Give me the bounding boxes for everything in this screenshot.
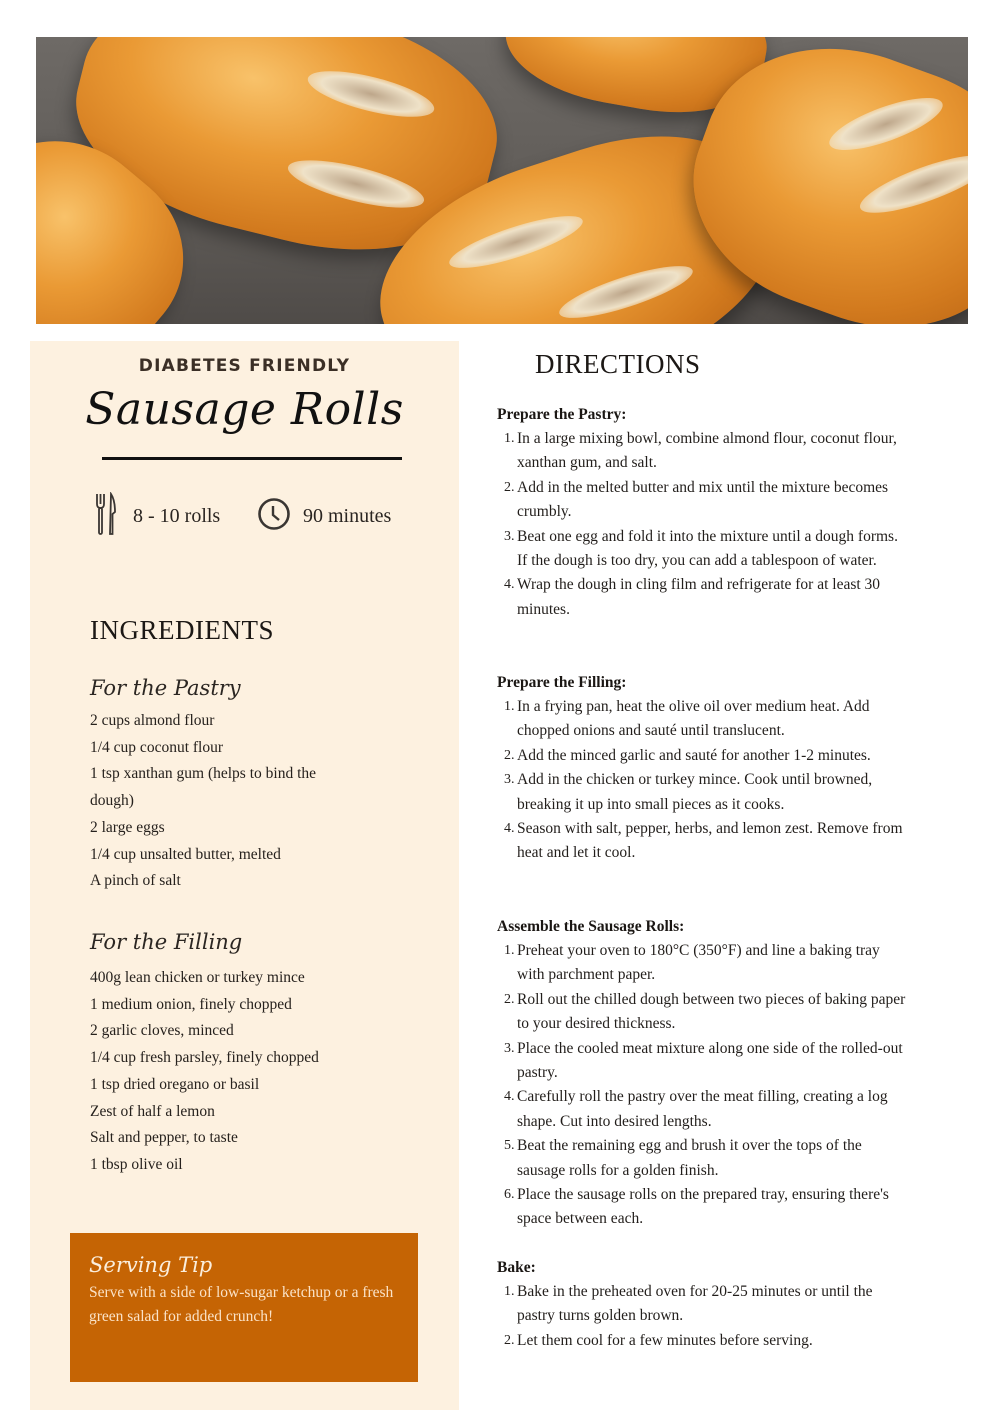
directions-section-filling [497,671,907,866]
ingredient-item: 1/4 cup coconut flour [90,738,224,756]
directions-steps [497,427,907,622]
direction-step: 4. Season with salt, pepper, herbs, and lemon zest. Remove from heat and let it cool. [504,820,903,862]
recipe-category-label: DIABETES FRIENDLY [138,356,351,376]
fork-knife-icon [95,492,117,540]
directions-section-title: Assemble the Sausage Rolls: [497,918,685,935]
direction-step: 2. Let them cool for a few minutes before serving. [504,1331,813,1349]
directions-section-bake [497,1256,907,1353]
serving-tip-box [70,1233,418,1382]
time-text: 90 minutes [303,504,392,527]
ingredients-heading: INGREDIENTS [90,615,274,645]
ingredient-item: 1 tbsp olive oil [90,1155,183,1173]
directions-steps [497,695,907,866]
ingredient-item: 1 medium onion, finely chopped [90,995,292,1013]
title-divider [102,457,402,460]
directions-steps [497,939,907,1232]
serving-tip-title: Serving Tip [89,1253,213,1277]
direction-step: 1. Preheat your oven to 180°C (350°F) and line a baking tray with parchment paper. [504,942,880,984]
direction-step: 3. Beat one egg and fold it into the mixture until a dough forms. If the dough is too dry, you can add a tablespoon of water. [504,527,898,570]
serving-tip-text: Serve with a side of low-sugar ketchup or a fresh green salad for added crunch! [89,1284,394,1325]
servings-text: 8 - 10 rolls [133,504,221,527]
directions-section-assemble [497,915,907,1232]
directions-section-title: Prepare the Filling: [497,674,627,691]
ingredient-item: 1/4 cup fresh parsley, finely chopped [90,1049,319,1067]
direction-step: 3. Add in the chicken or turkey mince. Cook until browned, breaking it up into small pieces as it cooks. [504,771,873,813]
direction-step: 6. Place the sausage rolls on the prepared tray, ensuring there's space between each. [504,1186,889,1228]
ingredient-item: Zest of half a lemon [90,1102,215,1120]
direction-step: 4. Wrap the dough in cling film and refrigerate for at least 30 minutes. [504,576,881,618]
directions-section-pastry [497,403,907,622]
directions-section-title: Bake: [497,1259,536,1276]
direction-step: 3. Place the cooled meat mixture along one side of the rolled-out pastry. [504,1039,903,1082]
ingredient-item: 1 tsp dried oregano or basil [90,1075,260,1093]
ingredient-item: 1/4 cup unsalted butter, melted [90,845,281,863]
servings-info [95,494,220,538]
ingredient-item: 400g lean chicken or turkey mince [90,969,305,986]
ingredient-item: Salt and pepper, to taste [90,1129,238,1147]
ingredient-item: A pinch of salt [90,872,181,890]
ingredients-subheading-pastry: For the Pastry [90,676,241,700]
ingredient-item: 2 large eggs [90,818,165,836]
clock-icon [257,497,291,535]
direction-step: 2. Add in the melted butter and mix until the mixture becomes crumbly. [504,478,889,521]
direction-step: 1. In a large mixing bowl, combine almond flour, coconut flour, xanthan gum, and salt. [504,430,897,472]
directions-section-title: Prepare the Pastry: [497,406,627,423]
recipe-title: Sausage Rolls [85,384,404,435]
ingredient-item: 1 tsp xanthan gum (helps to bind the dough) [90,765,317,810]
direction-step: 4. Carefully roll the pastry over the meat filling, creating a log shape. Cut into desired lengths. [504,1088,888,1130]
hero-image [36,37,968,324]
direction-step: 2. Add the minced garlic and sauté for another 1-2 minutes. [504,746,871,764]
ingredients-subheading-filling: For the Filling [90,930,243,954]
direction-step: 5. Beat the remaining egg and brush it over the tops of the sausage rolls for a golden finish. [504,1137,862,1179]
direction-step: 2. Roll out the chilled dough between two pieces of baking paper to your desired thickness. [504,990,906,1033]
ingredient-item: 2 cups almond flour [90,712,215,729]
directions-steps [497,1280,907,1353]
pastry-ingredients-list [90,708,340,895]
ingredient-item: 2 garlic cloves, minced [90,1022,234,1040]
directions-heading: DIRECTIONS [535,349,701,379]
filling-ingredients-list [90,965,340,1179]
direction-step: 1. Bake in the preheated oven for 20-25 minutes or until the pastry turns golden brown. [504,1283,873,1325]
time-info [257,494,391,538]
direction-step: 1. In a frying pan, heat the olive oil over medium heat. Add chopped onions and sauté until translucent. [504,698,870,740]
